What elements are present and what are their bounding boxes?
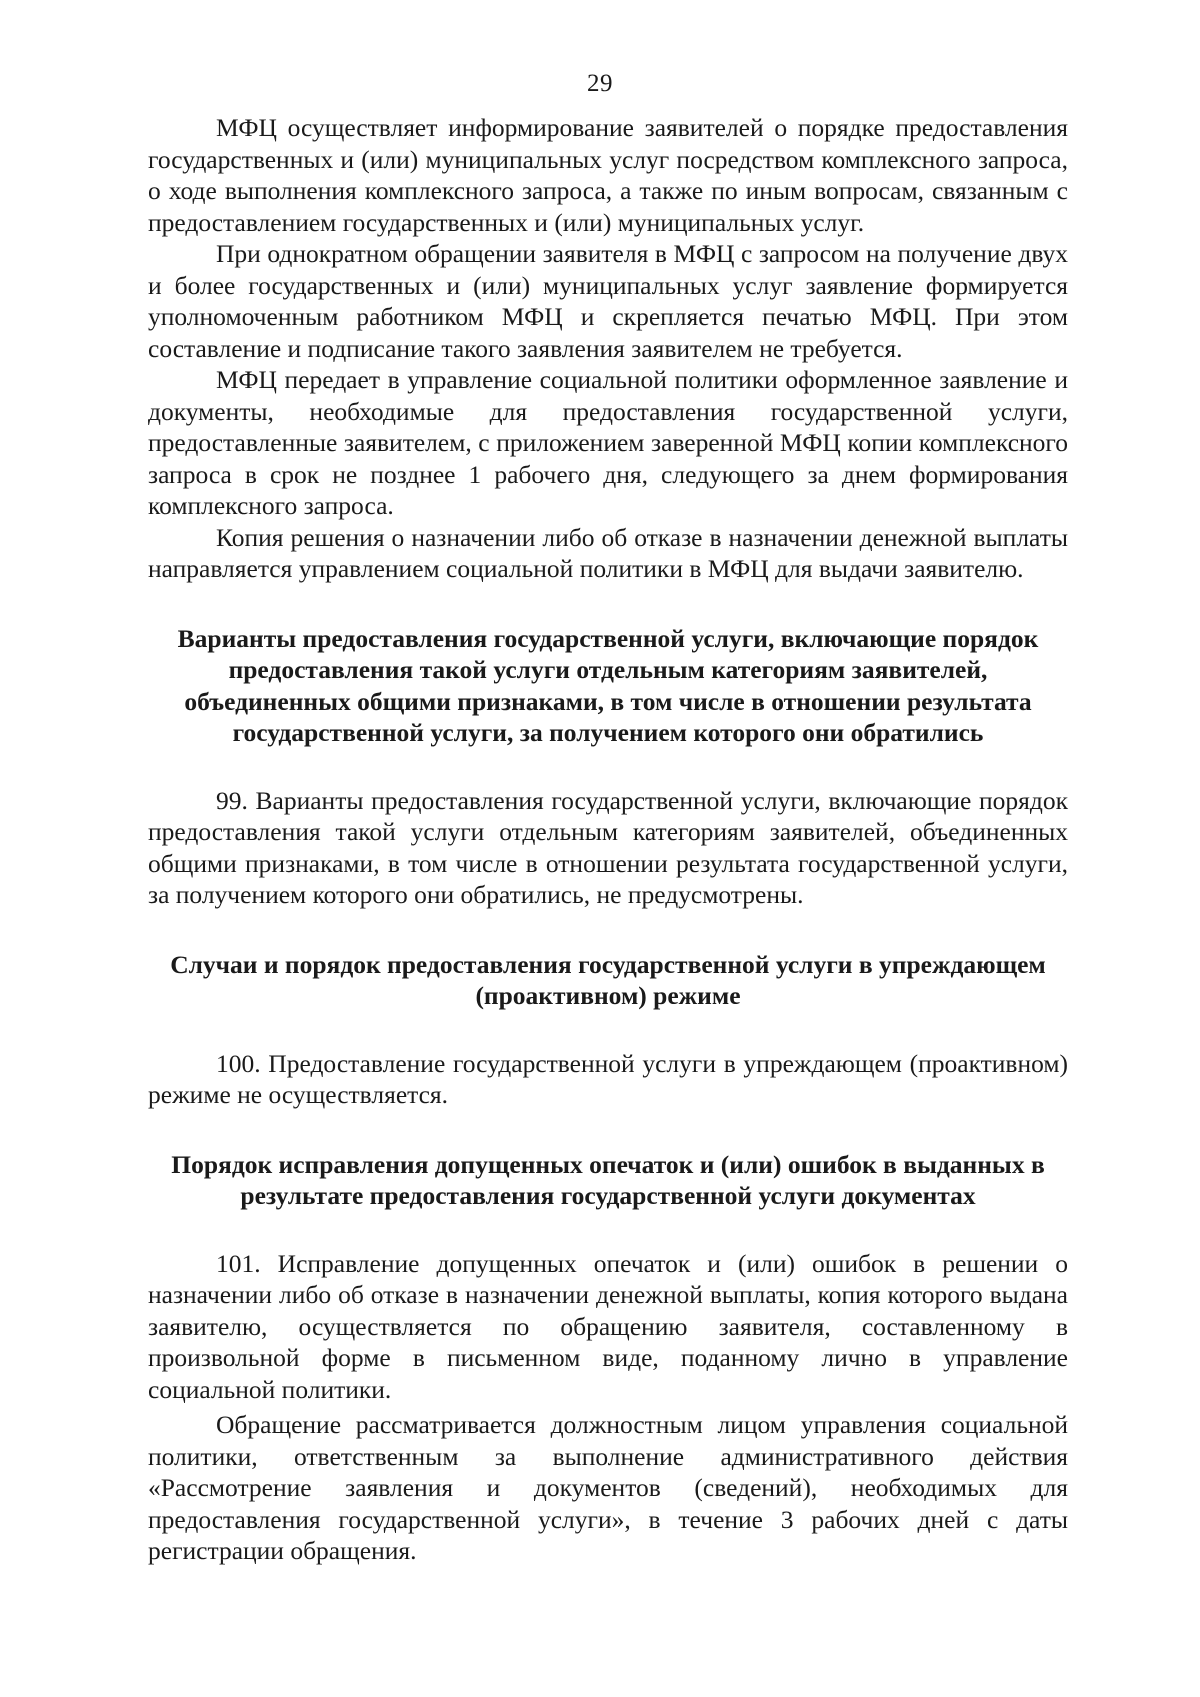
- page-number: 29: [587, 70, 613, 97]
- section-heading-corrections: Порядок исправления допущенных опечаток и (или) ошибок в выданных в результате предоставления государственной услуги документах: [171, 1149, 1045, 1210]
- paragraph-100: 100. Предоставление государственной услуги в упреждающем (проактивном) режиме не осуществляется.: [148, 1048, 1068, 1109]
- paragraph-single-request: При однократном обращении заявителя в МФЦ с запросом на получение двух и более государственных и (или) муниципальных услуг заявление формируется уполномоченным работником МФЦ и скрепляется печатью МФЦ. При этом составление и подписание такого заявления заявителем не требуется.: [148, 239, 1068, 363]
- paragraph-decision-copy: Копия решения о назначении либо об отказе в назначении денежной выплаты направляется управлением социальной политики в МФЦ для выдачи заявителю.: [148, 522, 1068, 583]
- document-body: [148, 112, 1068, 1567]
- section-heading-variants: Варианты предоставления государственной услуги, включающие порядок предоставления такой услуги отдельным категориям заявителей, объединенных общими признаками, в том числе в отношении результата государственной услуги, за получением которого они обратились: [177, 623, 1039, 747]
- paragraph-99: 99. Варианты предоставления государственной услуги, включающие порядок предоставления такой услуги отдельным категориям заявителей, объединенных общими признаками, в том числе в отношении результата государственной услуги, за получением которого они обратились, не предусмотрены.: [148, 785, 1068, 909]
- paragraph-mfc-transfer: МФЦ передает в управление социальной политики оформленное заявление и документы, необходимые для предоставления государственной услуги, предоставленные заявителем, с приложением заверенной МФЦ копии комплексного запроса в срок не позднее 1 рабочего дня, следующего за днем формирования комплексного запроса.: [148, 365, 1068, 520]
- paragraph-101: 101. Исправление допущенных опечаток и (или) ошибок в решении о назначении либо об отказе в назначении денежной выплаты, копия которого выдана заявителю, осуществляется по обращению заявителя, составленному в произвольной форме в письменном виде, поданному лично в управление социальной политики.: [148, 1248, 1068, 1404]
- paragraph-appeal-review: Обращение рассматривается должностным лицом управления социальной политики, ответственным за выполнение административного действия «Рассмотрение заявления и документов (сведений), необходимых для предоставления государственной услуги», в течение 3 рабочих дней с даты регистрации обращения.: [148, 1410, 1068, 1565]
- section-heading-proactive: Случаи и порядок предоставления государственной услуги в упреждающем (проактивном) режиме: [170, 949, 1046, 1010]
- paragraph-mfc-informing: МФЦ осуществляет информирование заявителей о порядке предоставления государственных и (или) муниципальных услуг посредством комплексного запроса, о ходе выполнения комплексного запроса, а также по иным вопросам, связанным с предоставлением государственных и (или) муниципальных услуг.: [148, 113, 1068, 237]
